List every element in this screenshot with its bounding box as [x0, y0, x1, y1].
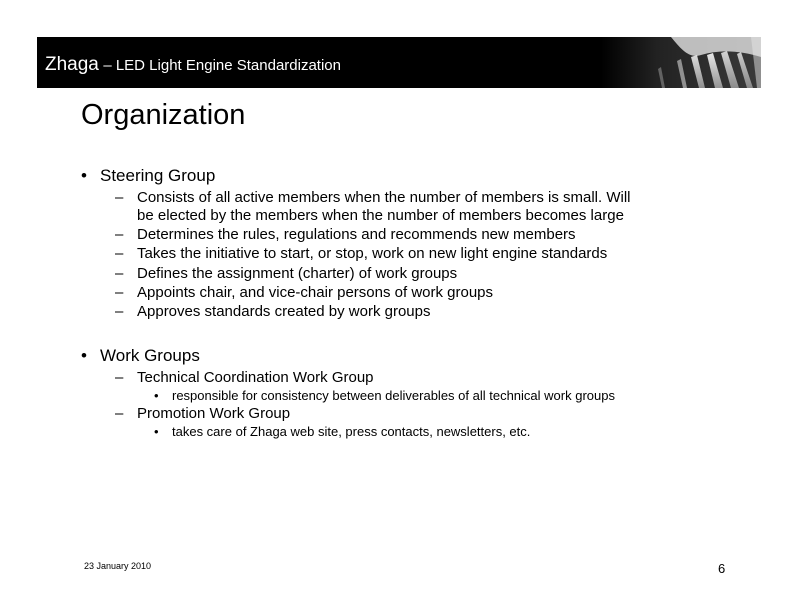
bullet-dot-icon: • [154, 388, 159, 403]
dash-icon: – [115, 284, 124, 301]
header-bar [37, 37, 761, 88]
list-item-text: Technical Coordination Work Group [137, 369, 374, 386]
sub-list-item-text: responsible for consistency between deliverables of all technical work groups [172, 388, 615, 403]
list-item-text: Consists of all active members when the number of members is small. Will [137, 189, 631, 206]
dash-icon: – [115, 369, 124, 386]
list-item-text: Takes the initiative to start, or stop, work on new light engine standards [137, 245, 608, 262]
list-item [115, 284, 494, 302]
waterfall-photo-icon [601, 37, 761, 88]
dash-icon: – [115, 226, 124, 243]
bullet-dot-icon: • [81, 166, 87, 185]
sub-list-item-text: takes care of Zhaga web site, press contacts, newsletters, etc. [172, 424, 531, 439]
bullet-steering-group [81, 166, 216, 186]
bullet-dot-icon: • [154, 424, 159, 439]
list-item-text: be elected by the members when the number of members becomes large [137, 207, 624, 224]
bullet-dot-icon: • [81, 346, 87, 365]
bullet-label: Steering Group [100, 166, 216, 185]
sub-list-item [154, 388, 615, 403]
list-item-text: Promotion Work Group [137, 405, 291, 422]
list-item [115, 245, 608, 263]
list-item [115, 265, 458, 283]
dash-icon: – [115, 189, 124, 206]
list-item-text: Approves standards created by work groups [137, 303, 431, 320]
list-item-text: Determines the rules, regulations and recommends new members [137, 226, 576, 243]
list-item [115, 405, 291, 423]
list-item-continuation [137, 207, 624, 225]
bullet-work-groups [81, 346, 200, 366]
dash-icon: – [115, 245, 124, 262]
list-item-text: Appoints chair, and vice-chair persons of work groups [137, 284, 494, 301]
header-subtitle: – LED Light Engine Standardization [103, 57, 341, 74]
page-number: 6 [718, 561, 726, 576]
dash-icon: – [115, 265, 124, 282]
header-title [45, 54, 341, 76]
sub-list-item [154, 424, 531, 439]
list-item [115, 189, 631, 207]
bullet-label: Work Groups [100, 346, 200, 365]
list-item [115, 226, 576, 244]
list-item [115, 369, 374, 387]
list-item-text: Defines the assignment (charter) of work groups [137, 265, 458, 282]
header-brand: Zhaga [45, 54, 99, 75]
page-title: Organization [81, 99, 246, 131]
footer-date: 23 January 2010 [84, 561, 152, 571]
list-item [115, 303, 431, 321]
dash-icon: – [115, 405, 124, 422]
dash-icon: – [115, 303, 124, 320]
